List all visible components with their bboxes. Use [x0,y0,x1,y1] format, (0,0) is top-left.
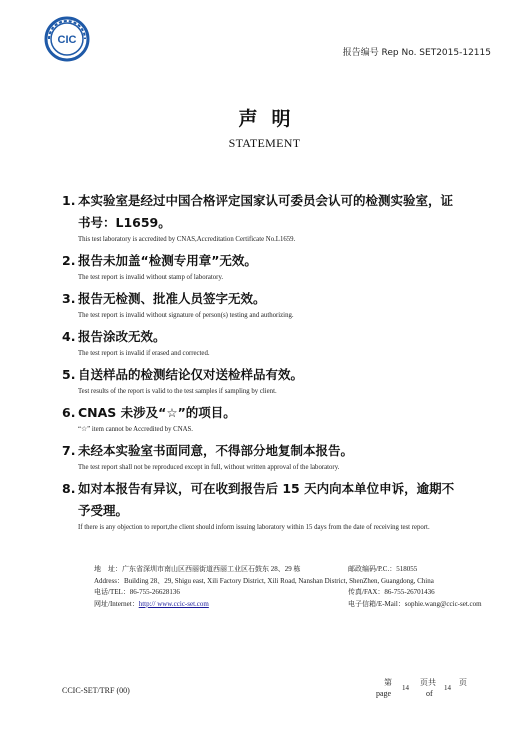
total-number: 14 [444,684,451,692]
website-link[interactable]: http:// www.ccic-set.com [138,599,209,608]
item-number: 6. [62,405,76,420]
statement-item-1 [62,190,462,245]
item-text-cn: 报告未加盖“检测专用章”无效。 [78,253,257,268]
statement-item-4 [62,326,462,359]
email: 电子信箱/E-Mail：sophie.wang@ccic-set.com [348,599,482,608]
statement-item-6 [62,402,462,435]
total-label-cn: 页共 [420,678,436,687]
item-text-en: The test report shall not be reproduced except in full, without written approval of the laboratory. [78,464,340,471]
item-text-cn: 如对本报告有异议，可在收到报告后 15 天内向本单位申诉，逾期不予受理。 [78,481,455,518]
form-code: CCIC-SET/TRF (00) [62,686,130,695]
postcode: 邮政编码/P.C.：518055 [348,565,418,573]
page-label-cn: 第 [384,678,392,687]
page-end-cn: 页 [459,678,467,687]
total-label-en: of [426,689,433,698]
report-number: 报告编号 Rep No. SET2015-12115 [342,48,491,58]
page-indicator [370,677,500,703]
telephone: 电话/TEL：86-755-26628136 [94,588,180,596]
statement-item-7 [62,440,462,473]
cic-logo [44,16,90,62]
page-subtitle: STATEMENT [228,136,301,150]
statement-item-5 [62,364,462,397]
page-title: 声明 [238,108,305,130]
statement-item-2 [62,250,462,283]
item-text-cn: 本实验室是经过中国合格评定国家认可委员会认可的检测实验室，证书号：L1659。 [78,193,454,230]
item-text-en: The test report is invalid without stamp of laboratory. [78,274,224,281]
item-number: 3. [62,291,76,306]
item-text-en: The test report is invalid without signature of person(s) testing and authorizing. [78,312,294,319]
item-number: 8. [62,481,76,496]
item-number: 5. [62,367,76,382]
item-number: 4. [62,329,76,344]
contact-block [94,564,494,610]
fax: 传真/FAX：86-755-26701436 [348,588,435,596]
item-number: 7. [62,443,76,458]
page-label-en: page [376,689,392,698]
item-text-cn: 未经本实验室书面同意，不得部分地复制本报告。 [78,443,354,458]
address-cn: 地 址：广东省深圳市南山区西丽街道西丽工业区石鼓东 28、29 栋 [94,565,301,573]
item-number: 2. [62,253,76,268]
item-text-cn: 自送样品的检测结论仅对送检样品有效。 [78,367,304,382]
item-text-en: “☆” item cannot be Accredited by CNAS. [78,426,193,433]
statement-item-3 [62,288,462,321]
logo-text: CIC [57,34,77,46]
item-text-en: This test laboratory is accredited by CNAS,Accreditation Certificate No.L1659. [78,236,296,243]
item-text-en: If there is any objection to report,the client should inform issuing laboratory within 15 days from the date of receiving test report. [78,524,430,531]
statement-item-8 [62,478,462,533]
address-en: Address：Building 28、29, Shigu east, Xili Factory District, Xili Road, Nanshan District, ShenZhen, Guangdong, China [94,576,434,585]
item-text-en: Test results of the report is valid to the test samples if sampling by client. [78,388,277,395]
website-label: 网址/Internet： [94,599,139,608]
page-number: 14 [402,684,409,692]
item-text-cn: 报告无检测、批准人员签字无效。 [78,291,266,306]
item-text-cn: CNAS 未涉及“☆”的项目。 [78,405,236,420]
item-text-cn: 报告涂改无效。 [78,329,166,344]
item-number: 1. [62,193,76,208]
statement-list [62,190,462,538]
item-text-en: The test report is invalid if erased and corrected. [78,350,210,357]
